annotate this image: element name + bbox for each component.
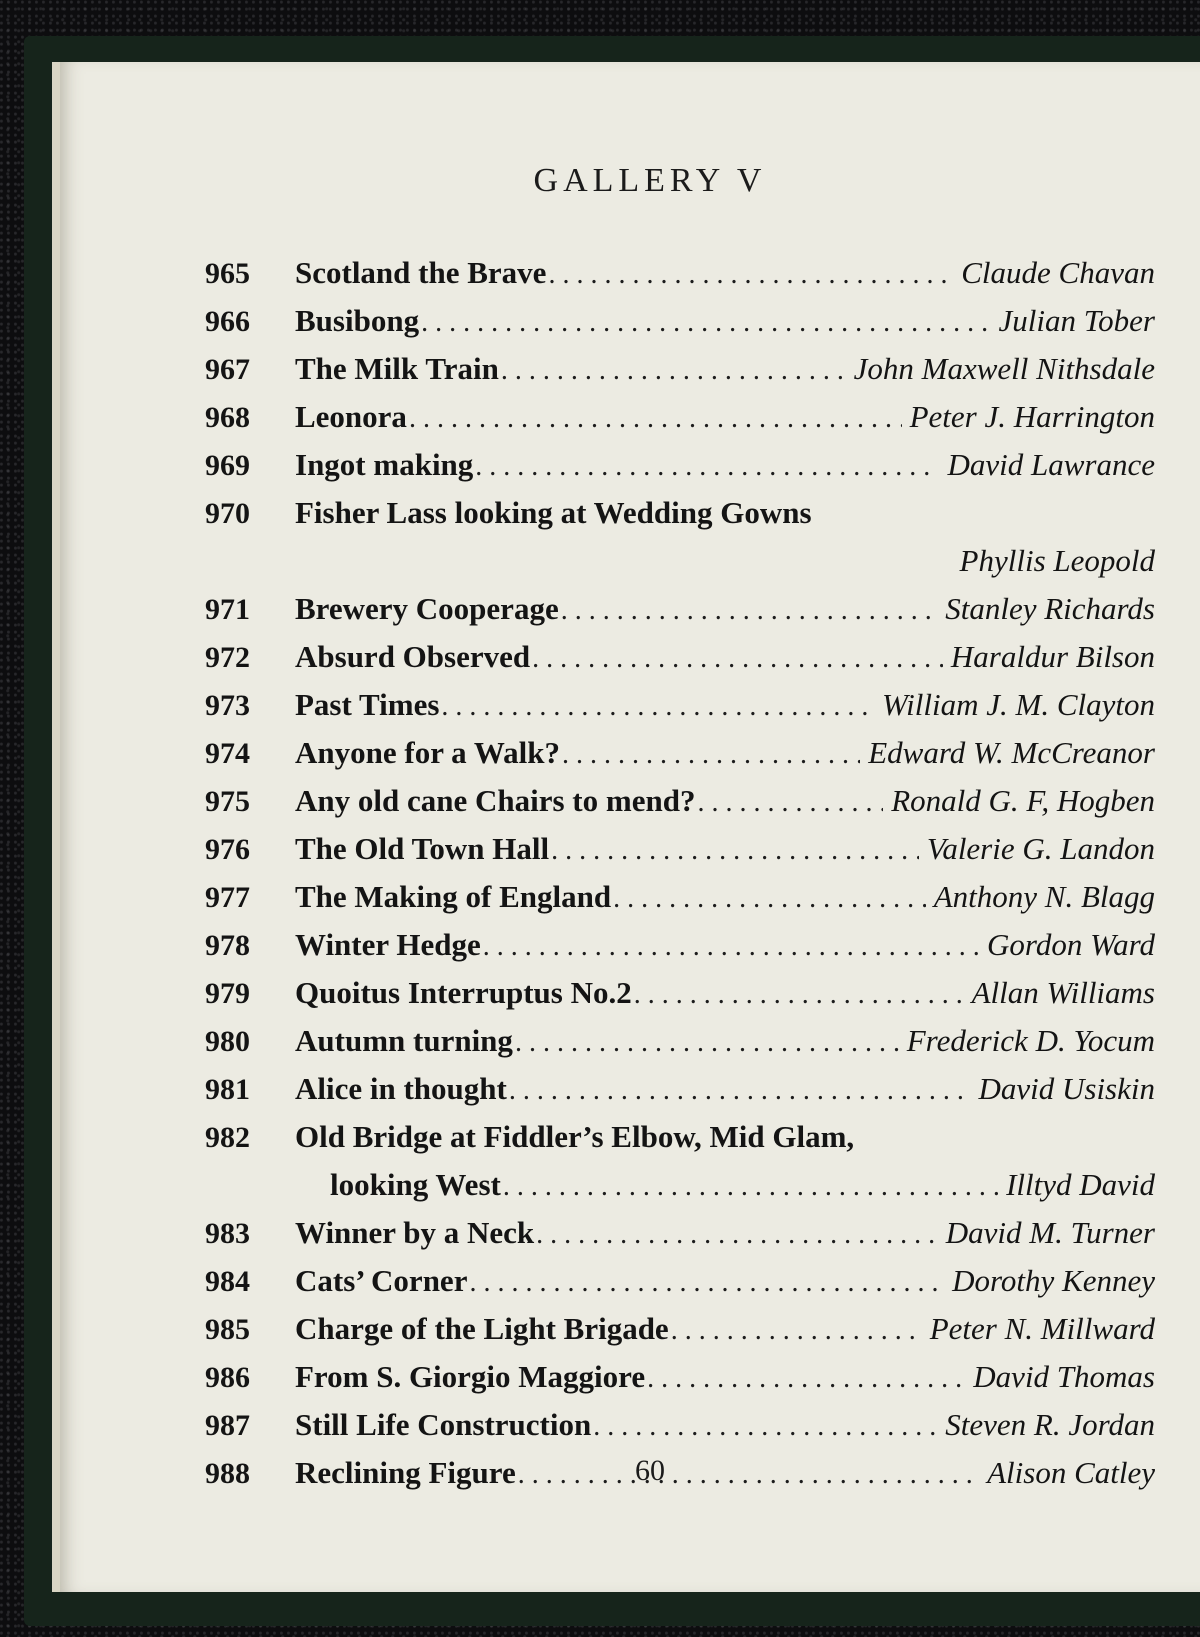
entry-title: Absurd Observed <box>295 639 531 674</box>
entry-number: 979 <box>205 977 250 1010</box>
entry-title: Winner by a Neck <box>295 1215 535 1250</box>
dot-leader <box>515 1019 899 1067</box>
entry-title: Fisher Lass looking at Wedding Gowns <box>295 495 812 530</box>
entry-number: 977 <box>205 881 250 914</box>
entry-number: 986 <box>205 1361 250 1394</box>
dot-leader <box>548 251 953 299</box>
entry-967 <box>205 345 1155 393</box>
entry-artist: Peter N. Millward <box>929 1311 1155 1346</box>
page-number: 60 <box>635 1454 665 1487</box>
entry-981 <box>205 1065 1155 1113</box>
dot-leader <box>647 1355 965 1403</box>
entry-number: 985 <box>205 1313 250 1346</box>
entry-artist: David Thomas <box>973 1359 1155 1394</box>
entry-number: 974 <box>205 737 250 770</box>
entry-artist: Gordon Ward <box>987 927 1155 962</box>
entry-title: The Making of England <box>295 879 612 914</box>
dot-leader <box>475 443 939 491</box>
entry-artist: Ronald G. F, Hogben <box>891 783 1155 818</box>
entry-970 <box>205 489 1155 537</box>
entry-number: 983 <box>205 1217 250 1250</box>
dot-leader <box>562 731 860 779</box>
dot-leader <box>561 587 938 635</box>
entry-title: The Old Town Hall <box>295 831 550 866</box>
entry-number: 971 <box>205 593 250 626</box>
dot-leader <box>503 1163 998 1211</box>
entry-number: 988 <box>205 1457 250 1490</box>
entry-artist: Edward W. McCreanor <box>868 735 1155 770</box>
dot-leader <box>697 779 883 827</box>
entry-986 <box>205 1353 1155 1401</box>
entry-title: Ingot making <box>295 447 474 482</box>
dot-leader <box>532 635 943 683</box>
dot-leader <box>613 875 926 923</box>
entry-artist: David Lawrance <box>947 447 1155 482</box>
entry-title: Past Times <box>295 687 440 722</box>
entry-artist: Phyllis Leopold <box>959 543 1155 578</box>
entry-number: 966 <box>205 305 250 338</box>
entry-978 <box>205 921 1155 969</box>
entry-artist: David Usiskin <box>978 1071 1155 1106</box>
dot-leader <box>421 299 990 347</box>
entry-artist: Peter J. Harrington <box>909 399 1155 434</box>
entry-title: Leonora <box>295 399 407 434</box>
entry-title: Autumn turning <box>295 1023 513 1058</box>
entry-title: Charge of the Light Brigade <box>295 1311 669 1346</box>
entry-artist: Frederick D. Yocum <box>906 1023 1155 1058</box>
dot-leader <box>593 1403 937 1451</box>
entry-artist: Claude Chavan <box>961 255 1155 290</box>
entry-number: 975 <box>205 785 250 818</box>
entry-973 <box>205 681 1155 729</box>
entry-966 <box>205 297 1155 345</box>
entry-artist: Dorothy Kenney <box>952 1263 1155 1298</box>
entry-title: The Milk Train <box>295 351 499 386</box>
entry-title-continuation: looking West <box>330 1167 501 1202</box>
entry-title: Still Life Construction <box>295 1407 592 1442</box>
entry-969 <box>205 441 1155 489</box>
entry-title: Busibong <box>295 303 420 338</box>
entry-985 <box>205 1305 1155 1353</box>
dot-leader <box>536 1211 938 1259</box>
entry-982 <box>205 1113 1155 1161</box>
entry-970-artist-line <box>205 537 1155 585</box>
entry-artist: Stanley Richards <box>945 591 1155 626</box>
dot-leader <box>634 971 964 1019</box>
entry-title: Brewery Cooperage <box>295 591 559 626</box>
dot-leader <box>671 1307 922 1355</box>
entry-artist: Steven R. Jordan <box>945 1407 1155 1442</box>
entry-968 <box>205 393 1155 441</box>
entry-artist: Alison Catley <box>987 1455 1155 1490</box>
entry-number: 981 <box>205 1073 250 1106</box>
entry-number: 987 <box>205 1409 250 1442</box>
entry-artist: Haraldur Bilson <box>950 639 1155 674</box>
entry-number: 970 <box>205 497 250 530</box>
entry-983 <box>205 1209 1155 1257</box>
entry-artist: William J. M. Clayton <box>882 687 1155 722</box>
entry-title: Any old cane Chairs to mend? <box>295 783 696 818</box>
entry-965 <box>205 249 1155 297</box>
entry-title: Cats’ Corner <box>295 1263 468 1298</box>
entry-number: 980 <box>205 1025 250 1058</box>
entry-number: 978 <box>205 929 250 962</box>
entry-title: Scotland the Brave <box>295 255 547 290</box>
entry-number: 968 <box>205 401 250 434</box>
entry-980 <box>205 1017 1155 1065</box>
entry-number: 965 <box>205 257 250 290</box>
dot-leader <box>441 683 874 731</box>
dot-leader <box>509 1067 971 1115</box>
entry-975 <box>205 777 1155 825</box>
entry-972 <box>205 633 1155 681</box>
gallery-title: GALLERY V <box>533 162 767 199</box>
entry-title: Anyone for a Walk? <box>295 735 560 770</box>
entry-number: 969 <box>205 449 250 482</box>
entry-number: 973 <box>205 689 250 722</box>
entry-974 <box>205 729 1155 777</box>
entry-971 <box>205 585 1155 633</box>
entry-title: Reclining Figure <box>295 1455 516 1490</box>
dot-leader <box>469 1259 944 1307</box>
entry-number: 967 <box>205 353 250 386</box>
catalogue-entries <box>205 249 1155 1497</box>
entry-987 <box>205 1401 1155 1449</box>
entry-artist: Allan Williams <box>971 975 1155 1010</box>
entry-979 <box>205 969 1155 1017</box>
entry-artist: David M. Turner <box>945 1215 1155 1250</box>
entry-title: Quoitus Interruptus No.2 <box>295 975 632 1010</box>
dot-leader <box>501 347 846 395</box>
entry-title: From S. Giorgio Maggiore <box>295 1359 646 1394</box>
entry-number: 984 <box>205 1265 250 1298</box>
entry-artist: Julian Tober <box>998 303 1155 338</box>
entry-artist: Valerie G. Landon <box>926 831 1155 866</box>
entry-title: Old Bridge at Fiddler’s Elbow, Mid Glam, <box>295 1119 855 1154</box>
entry-977 <box>205 873 1155 921</box>
dot-leader <box>409 395 902 443</box>
catalogue-page <box>52 62 1200 1592</box>
entry-982-continuation <box>205 1161 1155 1209</box>
entry-artist: Anthony N. Blagg <box>933 879 1155 914</box>
entry-title: Winter Hedge <box>295 927 481 962</box>
entry-number: 972 <box>205 641 250 674</box>
entry-artist: Illtyd David <box>1006 1167 1155 1202</box>
entry-984 <box>205 1257 1155 1305</box>
entry-number: 976 <box>205 833 250 866</box>
entry-title: Alice in thought <box>295 1071 507 1106</box>
dot-leader <box>483 923 979 971</box>
entry-976 <box>205 825 1155 873</box>
dot-leader <box>551 827 919 875</box>
entry-number: 982 <box>205 1121 250 1154</box>
entry-artist: John Maxwell Nithsdale <box>853 351 1155 386</box>
